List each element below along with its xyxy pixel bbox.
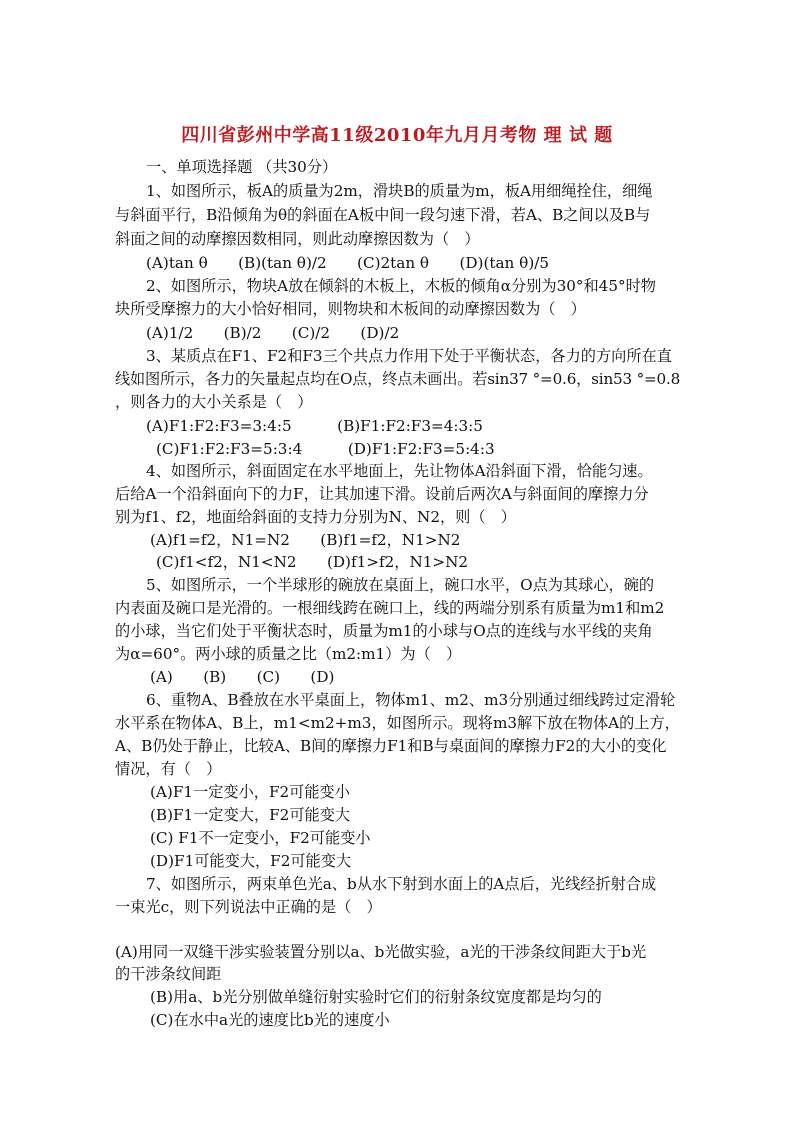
question-line: 情况，有（ ） [115,760,222,778]
question-line: 水平系在物体A、B上，m1<m2+m3，如图所示。现将m3解下放在物体A的上方， [115,714,680,732]
page-title: 四川省彭州中学高11级2010年九月月考物 理 试 题 [181,125,613,146]
question-line: (A)tan θ (B)(tan θ)/2 (C)2tan θ (D)(tan θ)/5 [146,254,550,272]
question-line: 后给A一个沿斜面向下的力F，让其加速下滑。设前后两次A与斜面间的摩擦力分 [115,485,649,503]
question-line: 斜面之间的动摩擦因数相同，则此动摩擦因数为（ ） [115,230,480,248]
question-line: 一束光c，则下列说法中正确的是（ ） [115,898,382,916]
question-line: 别为f1、f2，地面给斜面的支持力分别为N、N2，则（ ） [115,508,516,526]
question-line: 线如图所示，各力的矢量起点均在O点，终点未画出。若sin37 °=0.6，sin53 °=0.8 [115,370,681,388]
question-line: 为α=60°。两小球的质量之比（m2:m1）为（ ） [115,645,462,663]
question-line: 2、如图所示，物块A放在倾斜的木板上，木板的倾角α分别为30°和45°时物 [146,277,656,295]
question-line: (B)F1一定变大，F2可能变大 [150,806,351,824]
question-line: ，则各力的大小关系是（ ） [115,393,313,411]
question-line: (B)用a、b光分别做单缝衍射实验时它们的衍射条纹宽度都是均匀的 [150,988,602,1006]
section-heading: 一、单项选择题 （共30分） [146,158,338,176]
question-line: (A)1/2 (B)/2 (C)/2 (D)/2 [146,324,400,342]
question-line: 块所受摩擦力的大小恰好相同，则物块和木板间的动摩擦因数为（ ） [115,300,586,318]
question-line: (A)用同一双缝干涉实验装置分别以a、b光做实验，a光的干涉条纹间距大于b光 [115,943,647,961]
question-line: (D)F1可能变大，F2可能变大 [150,852,352,870]
question-line: (A)f1=f2，N1=N2 (B)f1=f2，N1>N2 [150,531,461,549]
question-line: 6、重物A、B叠放在水平桌面上，物体m1、m2、m3分别通过细线跨过定滑轮 [146,691,676,709]
question-line: (A)F1:F2:F3=3:4:5 (B)F1:F2:F3=4:3:5 [146,417,483,435]
question-line: (C)在水中a光的速度比b光的速度小 [150,1011,390,1029]
question-line: 内表面及碗口是光滑的。一根细线跨在碗口上，线的两端分别系有质量为m1和m2 [115,599,665,617]
question-line: 的干涉条纹间距 [115,965,222,983]
question-line: (C) F1不一定变小，F2可能变小 [150,829,371,847]
question-line: (A) (B) (C) (D) [150,668,335,686]
question-line: 的小球，当它们处于平衡状态时，质量为m1的小球与O点的连线与水平线的夹角 [115,622,653,640]
question-line: 4、如图所示，斜面固定在水平地面上，先让物体A沿斜面下滑，恰能匀速。 [146,462,653,480]
question-line: (C)F1:F2:F3=5:3:4 (D)F1:F2:F3=5:4:3 [156,440,495,458]
question-line: 5、如图所示，一个半球形的碗放在桌面上，碗口水平，O点为其球心，碗的 [146,576,655,594]
question-line: 3、某质点在F1、F2和F3三个共点力作用下处于平衡状态，各力的方向所在直 [146,347,672,365]
question-line: (C)f1<f2，N1<N2 (D)f1>f2，N1>N2 [156,553,469,571]
question-line: 7、如图所示，两束单色光a、b从水下射到水面上的A点后，光线经折射合成 [146,875,657,893]
question-line: 与斜面平行，B沿倾角为θ的斜面在A板中间一段匀速下滑，若A、B之间以及B与 [115,206,651,224]
question-line: 1、如图所示，板A的质量为2m，滑块B的质量为m，板A用细绳拴住，细绳 [146,182,653,200]
question-line: (A)F1一定变小，F2可能变小 [150,783,350,801]
question-line: A、B仍处于静止，比较A、B间的摩擦力F1和B与桌面间的摩擦力F2的大小的变化 [115,737,667,755]
